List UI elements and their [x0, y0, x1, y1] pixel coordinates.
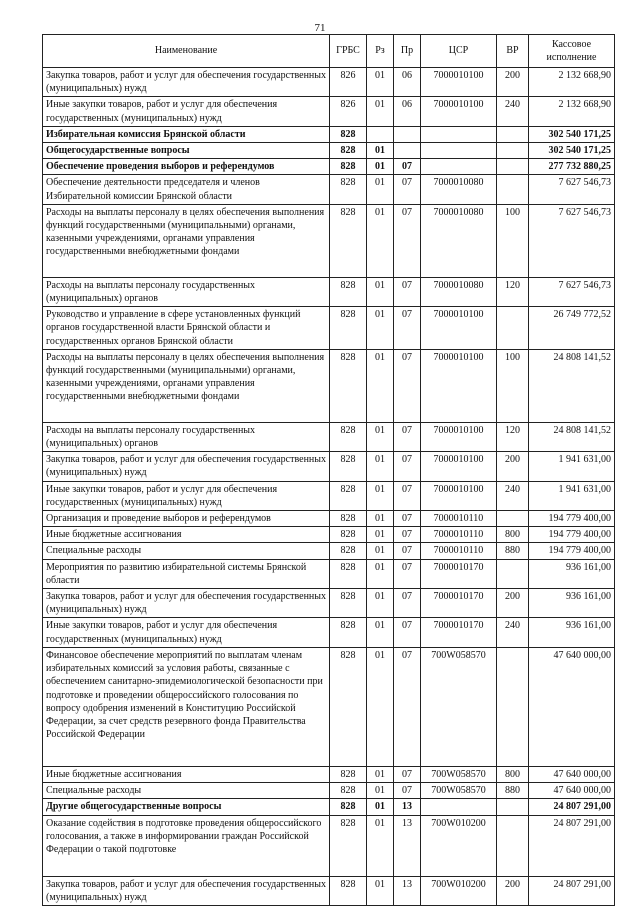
- cell-amount: 194 779 400,00: [529, 527, 615, 543]
- cell-amount: 7 627 546,73: [529, 204, 615, 277]
- cell-csr: 7000010170: [421, 559, 497, 588]
- cell-pr: 07: [394, 511, 421, 527]
- cell-grbs: 828: [330, 452, 367, 481]
- cell-csr: 7000010100: [421, 349, 497, 422]
- cell-vr: 240: [497, 97, 529, 126]
- table-row: [43, 159, 615, 175]
- cell-pr: 07: [394, 349, 421, 422]
- cell-rz: 01: [367, 511, 394, 527]
- cell-name: Закупка товаров, работ и услуг для обеспечения государственных (муниципальных) нужд: [43, 68, 330, 97]
- cell-rz: 01: [367, 589, 394, 618]
- cell-name: Общегосударственные вопросы: [43, 143, 330, 159]
- cell-vr: 240: [497, 481, 529, 510]
- cell-rz: 01: [367, 783, 394, 799]
- header-amount: Кассовое исполнение: [529, 35, 615, 68]
- table-row: [43, 481, 615, 510]
- cell-name: Закупка товаров, работ и услуг для обеспечения государственных (муниципальных) нужд: [43, 589, 330, 618]
- cell-amount: 194 779 400,00: [529, 543, 615, 559]
- cell-csr: 700W010200: [421, 815, 497, 876]
- cell-pr: 07: [394, 589, 421, 618]
- cell-rz: 01: [367, 349, 394, 422]
- cell-vr: [497, 175, 529, 204]
- cell-pr: [394, 126, 421, 142]
- cell-grbs: 828: [330, 511, 367, 527]
- cell-rz: 01: [367, 277, 394, 306]
- cell-csr: 7000010110: [421, 527, 497, 543]
- cell-name: Руководство и управление в сфере установленных функций органов государственной власти Брянской области и государственных органов Брянской области: [43, 307, 330, 350]
- cell-csr: 7000010100: [421, 452, 497, 481]
- cell-vr: 200: [497, 68, 529, 97]
- cell-pr: 07: [394, 647, 421, 766]
- cell-amount: 194 779 400,00: [529, 511, 615, 527]
- cell-vr: [497, 307, 529, 350]
- cell-csr: 7000010100: [421, 68, 497, 97]
- cell-rz: 01: [367, 799, 394, 815]
- cell-pr: 07: [394, 159, 421, 175]
- cell-csr: 7000010080: [421, 175, 497, 204]
- header-grbs: ГРБС: [330, 35, 367, 68]
- cell-vr: [497, 126, 529, 142]
- cell-vr: [497, 511, 529, 527]
- cell-vr: 200: [497, 452, 529, 481]
- cell-amount: 2 132 668,90: [529, 97, 615, 126]
- cell-grbs: 828: [330, 559, 367, 588]
- cell-amount: 302 540 171,25: [529, 143, 615, 159]
- header-csr: ЦСР: [421, 35, 497, 68]
- cell-amount: 47 640 000,00: [529, 647, 615, 766]
- cell-name: Закупка товаров, работ и услуг для обеспечения государственных (муниципальных) нужд: [43, 452, 330, 481]
- cell-amount: 936 161,00: [529, 559, 615, 588]
- cell-name: Расходы на выплаты персоналу государственных (муниципальных) органов: [43, 422, 330, 451]
- cell-csr: 7000010080: [421, 204, 497, 277]
- table-row: [43, 559, 615, 588]
- cell-vr: 100: [497, 349, 529, 422]
- cell-csr: 7000010100: [421, 481, 497, 510]
- cell-pr: 07: [394, 481, 421, 510]
- cell-pr: 07: [394, 277, 421, 306]
- cell-grbs: 828: [330, 159, 367, 175]
- cell-name: Иные закупки товаров, работ и услуг для обеспечения государственных (муниципальных) нужд: [43, 97, 330, 126]
- cell-pr: 07: [394, 422, 421, 451]
- cell-pr: 07: [394, 527, 421, 543]
- cell-vr: 200: [497, 876, 529, 905]
- header-pr: Пр: [394, 35, 421, 68]
- cell-pr: [394, 143, 421, 159]
- cell-csr: 7000010100: [421, 97, 497, 126]
- cell-amount: 24 807 291,00: [529, 799, 615, 815]
- cell-name: Иные бюджетные ассигнования: [43, 766, 330, 782]
- page-number: 71: [314, 22, 326, 34]
- cell-grbs: 828: [330, 126, 367, 142]
- cell-csr: [421, 799, 497, 815]
- cell-amount: 936 161,00: [529, 589, 615, 618]
- table-row: [43, 527, 615, 543]
- cell-pr: 07: [394, 452, 421, 481]
- budget-execution-table: [42, 34, 615, 906]
- cell-csr: 700W058570: [421, 766, 497, 782]
- table-row: [43, 766, 615, 782]
- cell-csr: 7000010170: [421, 618, 497, 647]
- cell-vr: [497, 559, 529, 588]
- cell-rz: 01: [367, 876, 394, 905]
- cell-rz: 01: [367, 647, 394, 766]
- table-row: [43, 589, 615, 618]
- cell-grbs: 828: [330, 876, 367, 905]
- cell-name: Организация и проведение выборов и референдумов: [43, 511, 330, 527]
- cell-rz: 01: [367, 159, 394, 175]
- cell-amount: 936 161,00: [529, 618, 615, 647]
- cell-vr: [497, 143, 529, 159]
- cell-amount: 24 808 141,52: [529, 422, 615, 451]
- cell-vr: 800: [497, 527, 529, 543]
- cell-vr: 200: [497, 589, 529, 618]
- cell-rz: 01: [367, 559, 394, 588]
- table-header-row: [43, 35, 615, 68]
- cell-vr: 120: [497, 277, 529, 306]
- cell-pr: 06: [394, 68, 421, 97]
- cell-grbs: 828: [330, 204, 367, 277]
- cell-vr: 120: [497, 422, 529, 451]
- cell-grbs: 828: [330, 783, 367, 799]
- cell-rz: 01: [367, 68, 394, 97]
- table-row: [43, 175, 615, 204]
- cell-csr: 7000010100: [421, 422, 497, 451]
- cell-vr: [497, 815, 529, 876]
- cell-grbs: 828: [330, 766, 367, 782]
- cell-name: Специальные расходы: [43, 543, 330, 559]
- cell-csr: 700W058570: [421, 783, 497, 799]
- cell-grbs: 828: [330, 349, 367, 422]
- table-row: [43, 799, 615, 815]
- cell-vr: [497, 647, 529, 766]
- cell-grbs: 828: [330, 543, 367, 559]
- table-row: [43, 204, 615, 277]
- cell-pr: 06: [394, 97, 421, 126]
- table-row: [43, 452, 615, 481]
- cell-pr: 07: [394, 559, 421, 588]
- cell-grbs: 828: [330, 618, 367, 647]
- cell-amount: 47 640 000,00: [529, 766, 615, 782]
- table-row: [43, 349, 615, 422]
- cell-name: Обеспечение проведения выборов и референдумов: [43, 159, 330, 175]
- cell-rz: [367, 126, 394, 142]
- cell-name: Избирательная комиссия Брянской области: [43, 126, 330, 142]
- table-row: [43, 543, 615, 559]
- cell-csr: [421, 143, 497, 159]
- cell-name: Другие общегосударственные вопросы: [43, 799, 330, 815]
- cell-vr: 240: [497, 618, 529, 647]
- cell-rz: 01: [367, 307, 394, 350]
- cell-amount: 7 627 546,73: [529, 277, 615, 306]
- cell-pr: 13: [394, 799, 421, 815]
- cell-name: Оказание содействия в подготовке проведения общероссийского голосования, а также в информировании граждан Российской Федерации о такой подготовке: [43, 815, 330, 876]
- table-row: [43, 618, 615, 647]
- cell-amount: 47 640 000,00: [529, 783, 615, 799]
- table-row: [43, 307, 615, 350]
- cell-grbs: 828: [330, 422, 367, 451]
- cell-grbs: 828: [330, 277, 367, 306]
- cell-name: Расходы на выплаты персоналу в целях обеспечения выполнения функций государственными (муниципальными) органами, казенными учреждениями, органами управления государственными внебюджетными фондами: [43, 204, 330, 277]
- cell-name: Закупка товаров, работ и услуг для обеспечения государственных (муниципальных) нужд: [43, 876, 330, 905]
- cell-pr: 07: [394, 783, 421, 799]
- cell-vr: 100: [497, 204, 529, 277]
- header-vr: ВР: [497, 35, 529, 68]
- table-row: [43, 876, 615, 905]
- cell-rz: 01: [367, 143, 394, 159]
- cell-grbs: 828: [330, 143, 367, 159]
- cell-rz: 01: [367, 766, 394, 782]
- cell-pr: 07: [394, 307, 421, 350]
- cell-csr: 7000010110: [421, 543, 497, 559]
- table-row: [43, 511, 615, 527]
- cell-amount: 7 627 546,73: [529, 175, 615, 204]
- cell-name: Иные закупки товаров, работ и услуг для обеспечения государственных (муниципальных) нужд: [43, 481, 330, 510]
- cell-pr: 07: [394, 204, 421, 277]
- cell-pr: 07: [394, 618, 421, 647]
- cell-name: Расходы на выплаты персоналу в целях обеспечения выполнения функций государственными (муниципальными) органами, казенными учреждениями, органами управления государственными внебюджетными фондами: [43, 349, 330, 422]
- cell-grbs: 828: [330, 481, 367, 510]
- header-rz: Рз: [367, 35, 394, 68]
- cell-amount: 24 807 291,00: [529, 876, 615, 905]
- table-row: [43, 783, 615, 799]
- cell-rz: 01: [367, 618, 394, 647]
- cell-grbs: 828: [330, 815, 367, 876]
- cell-rz: 01: [367, 815, 394, 876]
- cell-vr: [497, 799, 529, 815]
- cell-grbs: 828: [330, 527, 367, 543]
- cell-pr: 07: [394, 543, 421, 559]
- table-row: [43, 422, 615, 451]
- cell-amount: 302 540 171,25: [529, 126, 615, 142]
- cell-csr: 7000010100: [421, 307, 497, 350]
- header-name: Наименование: [43, 35, 330, 68]
- cell-amount: 24 808 141,52: [529, 349, 615, 422]
- cell-name: Мероприятия по развитию избирательной системы Брянской области: [43, 559, 330, 588]
- cell-grbs: 826: [330, 68, 367, 97]
- cell-grbs: 828: [330, 799, 367, 815]
- cell-amount: 26 749 772,52: [529, 307, 615, 350]
- cell-pr: 13: [394, 876, 421, 905]
- cell-rz: 01: [367, 422, 394, 451]
- cell-rz: 01: [367, 543, 394, 559]
- cell-name: Иные закупки товаров, работ и услуг для обеспечения государственных (муниципальных) нужд: [43, 618, 330, 647]
- cell-rz: 01: [367, 452, 394, 481]
- table-row: [43, 97, 615, 126]
- cell-rz: 01: [367, 175, 394, 204]
- cell-csr: 7000010170: [421, 589, 497, 618]
- cell-vr: 880: [497, 543, 529, 559]
- cell-amount: 24 807 291,00: [529, 815, 615, 876]
- cell-pr: 07: [394, 175, 421, 204]
- cell-csr: 700W058570: [421, 647, 497, 766]
- cell-name: Специальные расходы: [43, 783, 330, 799]
- cell-csr: 7000010110: [421, 511, 497, 527]
- table-row: [43, 143, 615, 159]
- cell-rz: 01: [367, 204, 394, 277]
- table-row: [43, 815, 615, 876]
- cell-name: Обеспечение деятельности председателя и членов Избирательной комиссии Брянской области: [43, 175, 330, 204]
- table-row: [43, 277, 615, 306]
- cell-grbs: 828: [330, 307, 367, 350]
- cell-csr: 700W010200: [421, 876, 497, 905]
- cell-grbs: 828: [330, 589, 367, 618]
- cell-rz: 01: [367, 527, 394, 543]
- cell-csr: [421, 126, 497, 142]
- cell-csr: 7000010080: [421, 277, 497, 306]
- cell-pr: 07: [394, 766, 421, 782]
- cell-amount: 2 132 668,90: [529, 68, 615, 97]
- cell-rz: 01: [367, 97, 394, 126]
- cell-vr: 800: [497, 766, 529, 782]
- table-row: [43, 647, 615, 766]
- cell-rz: 01: [367, 481, 394, 510]
- cell-pr: 13: [394, 815, 421, 876]
- cell-amount: 277 732 880,25: [529, 159, 615, 175]
- cell-amount: 1 941 631,00: [529, 452, 615, 481]
- cell-vr: [497, 159, 529, 175]
- cell-amount: 1 941 631,00: [529, 481, 615, 510]
- cell-grbs: 828: [330, 175, 367, 204]
- cell-name: Иные бюджетные ассигнования: [43, 527, 330, 543]
- cell-name: Финансовое обеспечение мероприятий по выплатам членам избирательных комиссий за условия работы, связанные с обеспечением санитарно-эпидемиологической безопасности при подготовке и проведении общероссийского голосования по вопросу одобрения изменений в Конституцию Российской Федерации, за счет средств резервного фонда Правительства Российской Федерации: [43, 647, 330, 766]
- table-row: [43, 68, 615, 97]
- cell-grbs: 826: [330, 97, 367, 126]
- cell-name: Расходы на выплаты персоналу государственных (муниципальных) органов: [43, 277, 330, 306]
- cell-grbs: 828: [330, 647, 367, 766]
- table-row: [43, 126, 615, 142]
- cell-vr: 880: [497, 783, 529, 799]
- cell-csr: [421, 159, 497, 175]
